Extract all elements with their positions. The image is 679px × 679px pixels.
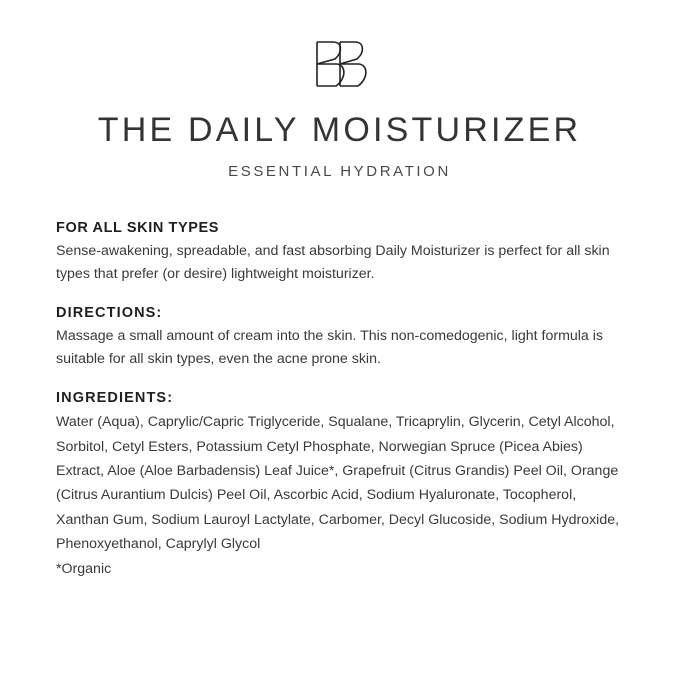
- bb-monogram-logo: [309, 38, 371, 90]
- section-body-ingredients: Water (Aqua), Caprylic/Capric Triglyceride, Squalane, Tricaprylin, Glycerin, Cetyl Alcohol, Sorbitol, Cetyl Esters, Potassium Cetyl Phosphate, Norwegian Spruce (Picea Abies) Extract, Aloe (Aloe Barbadensis) Leaf Juice*, Grapefruit (Citrus Grandis) Peel Oil, Orange (Citrus Aurantium Dulcis) Peel Oil, Ascorbic Acid, Sodium Hyaluronate, Tocopherol, Xanthan Gum, Sodium Lauroyl Lactylate, Carbomer, Decyl Glucoside, Sodium Hydroxide, Phenoxyethanol, Caprylyl Glycol: [56, 414, 620, 553]
- section-directions: [56, 305, 623, 370]
- section-body-directions: Massage a small amount of cream into the skin. This non-comedogenic, light formula is suitable for all skin types, even the acne prone skin.: [56, 328, 604, 367]
- page-title: THE DAILY MOISTURIZER: [97, 111, 582, 149]
- section-ingredients: [56, 390, 623, 581]
- ingredients-footnote: *Organic: [56, 560, 112, 577]
- page-subtitle: ESSENTIAL HYDRATION: [228, 163, 451, 181]
- brand-logo-container: [56, 38, 623, 90]
- section-heading-directions: DIRECTIONS:: [56, 305, 163, 322]
- section-body-skin-types: Sense-awakening, spreadable, and fast absorbing Daily Moisturizer is perfect for all skin types that prefer (or desire) lightweight moisturizer.: [56, 243, 610, 282]
- section-heading-ingredients: INGREDIENTS:: [56, 390, 174, 407]
- section-skin-types: [56, 220, 623, 285]
- section-heading-skin-types: FOR ALL SKIN TYPES: [56, 220, 220, 237]
